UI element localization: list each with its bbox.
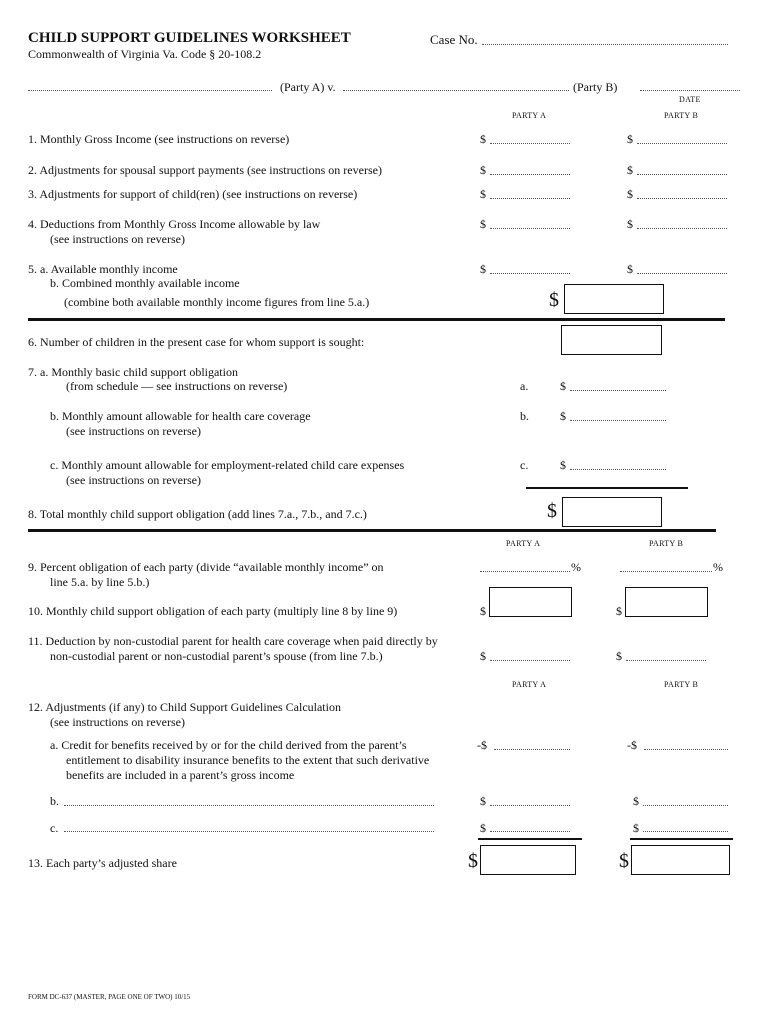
col-label-party-a: PARTY A (512, 111, 547, 120)
line-8-total-box[interactable] (562, 497, 662, 527)
party-a-v-label: (Party A) v. (280, 80, 336, 94)
line-12c-description-field[interactable] (64, 831, 434, 832)
line-12b-label: b. (50, 794, 59, 808)
line-5b-label: b. Combined monthly available income (50, 276, 240, 290)
line-10-party-a-box[interactable] (489, 587, 572, 617)
line-1-party-a-field[interactable] (490, 143, 570, 144)
dollar-sign: $ (633, 821, 639, 835)
line-4-party-a-field[interactable] (490, 228, 570, 229)
line-6-label: 6. Number of children in the present case for whom support is sought: (28, 335, 365, 349)
line-5a-party-a-field[interactable] (490, 273, 570, 274)
minus-dollar-sign: -$ (627, 738, 637, 752)
section-divider (28, 529, 716, 532)
dollar-sign: $ (480, 132, 486, 146)
form-subtitle: Commonwealth of Virginia Va. Code § 20-108.2 (28, 47, 262, 61)
line-3-label: 3. Adjustments for support of child(ren) (see instructions on reverse) (28, 187, 358, 201)
form-footer: FORM DC-637 (MASTER, PAGE ONE OF TWO) 10/15 (28, 993, 191, 1001)
minus-dollar-sign: -$ (477, 738, 487, 752)
line-5a-party-b-field[interactable] (637, 273, 727, 274)
case-no-field[interactable] (482, 44, 728, 45)
line-12b-party-b-field[interactable] (643, 805, 728, 806)
col-label-party-b: PARTY B (664, 111, 699, 120)
line-9-party-a-field[interactable] (480, 571, 570, 572)
dollar-sign: $ (627, 132, 633, 146)
line-2-party-a-field[interactable] (490, 174, 570, 175)
form-title: CHILD SUPPORT GUIDELINES WORKSHEET (28, 30, 351, 46)
date-field[interactable] (640, 90, 740, 91)
line-12b-party-a-field[interactable] (490, 805, 570, 806)
line-7b-field[interactable] (570, 420, 666, 421)
line-8-label: 8. Total monthly child support obligation (add lines 7.a., 7.b., and 7.c.) (28, 507, 367, 521)
line-12a-label-2: entitlement to disability insurance benefits to the extent that such derivative (66, 753, 430, 767)
line-12a-party-a-field[interactable] (494, 749, 570, 750)
case-no-label: Case No. (430, 32, 478, 47)
dollar-sign: $ (560, 409, 566, 423)
line-5a-label: 5. a. Available monthly income (28, 262, 178, 276)
sum-rule (526, 487, 688, 489)
col-label-party-b: PARTY B (649, 539, 684, 548)
line-2-label: 2. Adjustments for spousal support payments (see instructions on reverse) (28, 163, 382, 177)
dollar-sign: $ (627, 262, 633, 276)
line-7c-label: c. Monthly amount allowable for employment-related child care expenses (50, 458, 405, 472)
dollar-sign: $ (480, 163, 486, 177)
line-7c-field[interactable] (570, 469, 666, 470)
line-12a-label-3: benefits are included in a parent’s gross income (66, 768, 295, 782)
dollar-sign: $ (549, 289, 559, 311)
line-10-label: 10. Monthly child support obligation of each party (multiply line 8 by line 9) (28, 604, 398, 618)
line-10-party-b-box[interactable] (625, 587, 708, 617)
line-4-label: 4. Deductions from Monthly Gross Income allowable by law (28, 217, 321, 231)
line-7b-note: (see instructions on reverse) (66, 424, 201, 438)
line-1-party-b-field[interactable] (637, 143, 727, 144)
dollar-sign: $ (560, 379, 566, 393)
col-label-party-b: PARTY B (664, 680, 699, 689)
col-label-party-a: PARTY A (506, 539, 541, 548)
line-7c-note: (see instructions on reverse) (66, 473, 201, 487)
line-3-party-b-field[interactable] (637, 198, 727, 199)
line-12c-party-b-field[interactable] (643, 831, 728, 832)
line-7b-label: b. Monthly amount allowable for health care coverage (50, 409, 311, 423)
line-5b-note: (combine both available monthly income figures from line 5.a.) (64, 295, 370, 309)
dollar-sign: $ (480, 187, 486, 201)
line-9-party-b-field[interactable] (620, 571, 712, 572)
line-12-note: (see instructions on reverse) (50, 715, 185, 729)
line-2-party-b-field[interactable] (637, 174, 727, 175)
line-9-label: 9. Percent obligation of each party (divide “available monthly income” on (28, 560, 384, 574)
sum-rule (478, 838, 582, 840)
percent-sign: % (713, 560, 723, 574)
line-11-label: 11. Deduction by non-custodial parent for health care coverage when paid directly by (28, 634, 438, 648)
date-label: DATE (679, 95, 701, 104)
line-4-note: (see instructions on reverse) (50, 232, 185, 246)
line-7a-note: (from schedule — see instructions on reverse) (66, 379, 288, 393)
dollar-sign: $ (480, 649, 486, 663)
line-13-party-a-box[interactable] (480, 845, 576, 875)
dollar-sign: $ (619, 850, 629, 872)
dollar-sign: $ (560, 458, 566, 472)
dollar-sign: $ (627, 217, 633, 231)
dollar-sign: $ (468, 850, 478, 872)
line-13-party-b-box[interactable] (631, 845, 730, 875)
line-11-party-b-field[interactable] (626, 660, 706, 661)
party-a-name-field[interactable] (28, 90, 272, 91)
dollar-sign: $ (480, 217, 486, 231)
line-12a-label: a. Credit for benefits received by or for the child derived from the parent’s (50, 738, 407, 752)
col-label-party-a: PARTY A (512, 680, 547, 689)
dollar-sign: $ (480, 604, 486, 618)
line-11-party-a-field[interactable] (490, 660, 570, 661)
line-7a-field[interactable] (570, 390, 666, 391)
section-divider (28, 318, 725, 321)
dollar-sign: $ (480, 821, 486, 835)
line-3-party-a-field[interactable] (490, 198, 570, 199)
sum-rule (630, 838, 733, 840)
dollar-sign: $ (480, 794, 486, 808)
line-6-children-box[interactable] (561, 325, 662, 355)
line-7b-mark: b. (520, 409, 529, 423)
line-12b-description-field[interactable] (64, 805, 434, 806)
party-b-name-field[interactable] (343, 90, 569, 91)
line-5b-combined-box[interactable] (564, 284, 664, 314)
line-11-note: non-custodial parent or non-custodial parent’s spouse (from line 7.b.) (50, 649, 383, 663)
line-7a-label: 7. a. Monthly basic child support obligation (28, 365, 238, 379)
dollar-sign: $ (616, 649, 622, 663)
dollar-sign: $ (480, 262, 486, 276)
line-4-party-b-field[interactable] (637, 228, 727, 229)
dollar-sign: $ (547, 500, 557, 522)
line-12c-label: c. (50, 821, 59, 835)
line-7a-mark: a. (520, 379, 529, 393)
dollar-sign: $ (627, 187, 633, 201)
line-12c-party-a-field[interactable] (490, 831, 570, 832)
line-12-label: 12. Adjustments (if any) to Child Support Guidelines Calculation (28, 700, 341, 714)
line-7c-mark: c. (520, 458, 529, 472)
line-13-label: 13. Each party’s adjusted share (28, 856, 177, 870)
dollar-sign: $ (633, 794, 639, 808)
dollar-sign: $ (616, 604, 622, 618)
line-9-note: line 5.a. by line 5.b.) (50, 575, 150, 589)
line-1-label: 1. Monthly Gross Income (see instructions on reverse) (28, 132, 290, 146)
dollar-sign: $ (627, 163, 633, 177)
percent-sign: % (571, 560, 581, 574)
line-12a-party-b-field[interactable] (644, 749, 728, 750)
party-b-label: (Party B) (573, 80, 618, 94)
